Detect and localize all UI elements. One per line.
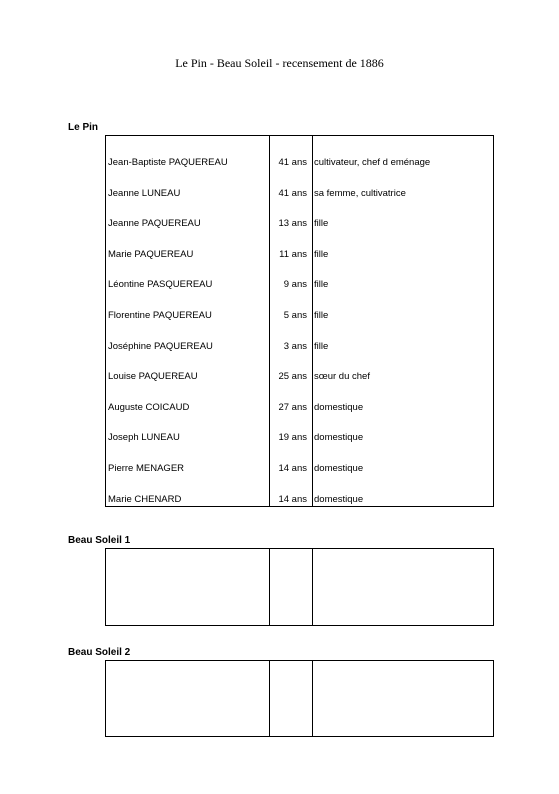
person-age: 14 ans — [278, 463, 307, 474]
census-table-le-pin — [105, 135, 494, 507]
person-role: fille — [314, 310, 329, 321]
person-role: fille — [314, 340, 329, 352]
person-name: Jeanne LUNEAU — [108, 187, 181, 199]
person-age: 41 ans — [278, 157, 307, 168]
person-age: 19 ans — [278, 432, 307, 444]
person-name: Florentine PAQUEREAU — [108, 310, 212, 321]
person-name: Joséphine PAQUEREAU — [108, 340, 213, 352]
person-role: fille — [314, 218, 329, 230]
person-role: sœur du chef — [314, 371, 370, 383]
person-age: 41 ans — [278, 187, 307, 199]
person-age: 5 ans — [283, 310, 307, 321]
column-divider — [312, 661, 313, 736]
person-role: cultivateur, chef d eménage — [314, 157, 431, 168]
table-row — [106, 278, 493, 292]
table-row — [106, 187, 493, 201]
person-name: Auguste COICAUD — [108, 401, 190, 413]
person-role: domestique — [314, 432, 364, 444]
person-age: 27 ans — [278, 401, 307, 413]
table-row — [106, 340, 493, 354]
section-heading-le-pin: Le Pin — [68, 122, 99, 133]
table-row — [106, 217, 493, 231]
census-table-beau-soleil-2 — [105, 660, 494, 737]
person-age: 13 ans — [278, 218, 307, 230]
person-name: Léontine PASQUEREAU — [108, 279, 213, 291]
person-role: fille — [314, 248, 329, 260]
column-divider — [269, 549, 270, 625]
person-role: domestique — [314, 463, 364, 474]
section-heading-beau-soleil-1: Beau Soleil 1 — [68, 535, 131, 546]
section-heading-beau-soleil-2: Beau Soleil 2 — [68, 647, 131, 658]
person-age: 25 ans — [278, 371, 307, 383]
person-role: domestique — [314, 493, 364, 505]
person-age: 9 ans — [283, 279, 307, 291]
person-name: Marie PAQUEREAU — [108, 248, 194, 260]
table-row — [106, 248, 493, 262]
table-row — [106, 401, 493, 415]
table-row — [106, 156, 493, 170]
table-row — [106, 462, 493, 476]
person-age: 3 ans — [283, 340, 307, 352]
person-name: Jeanne PAQUEREAU — [108, 218, 201, 230]
table-row — [106, 493, 493, 507]
person-role: sa femme, cultivatrice — [314, 187, 406, 199]
page-title: Le Pin - Beau Soleil - recensement de 1886 — [175, 56, 384, 70]
person-role: domestique — [314, 401, 364, 413]
person-role: fille — [314, 279, 329, 291]
table-row — [106, 431, 493, 445]
person-age: 11 ans — [279, 248, 307, 260]
table-row — [106, 309, 493, 323]
person-name: Louise PAQUEREAU — [108, 371, 198, 383]
column-divider — [312, 549, 313, 625]
person-name: Joseph LUNEAU — [108, 432, 180, 444]
person-age: 14 ans — [278, 493, 307, 505]
person-name: Marie CHENARD — [108, 493, 182, 505]
person-name: Pierre MENAGER — [108, 463, 185, 474]
census-table-beau-soleil-1 — [105, 548, 494, 626]
person-name: Jean-Baptiste PAQUEREAU — [108, 157, 228, 168]
column-divider — [269, 661, 270, 736]
table-row — [106, 370, 493, 384]
